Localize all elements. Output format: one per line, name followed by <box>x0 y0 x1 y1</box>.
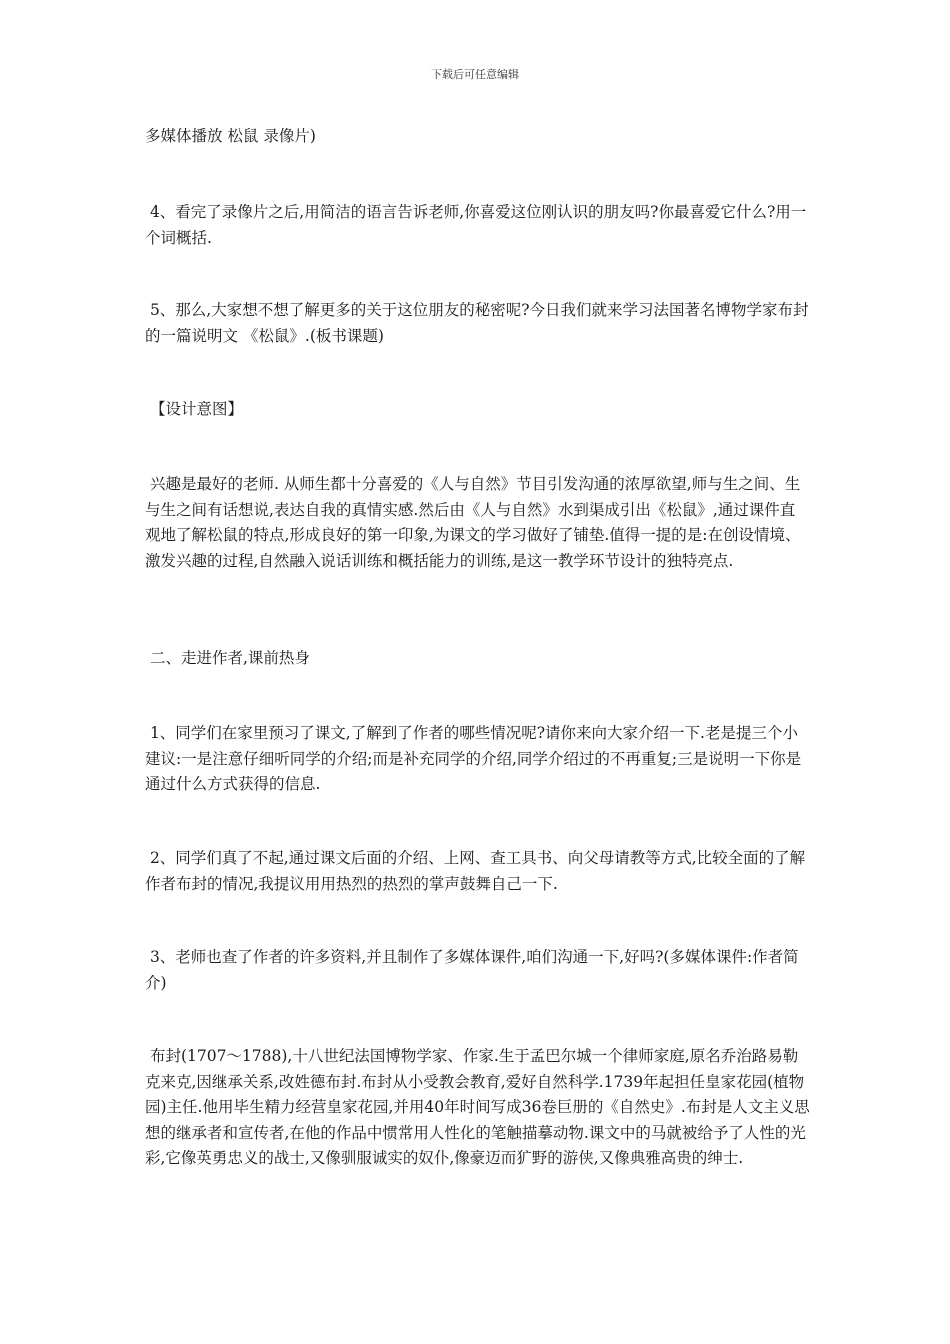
paragraph-step-4: 4、看完了录像片之后,用简洁的语言告诉老师,你喜爱这位刚认识的朋友吗?你最喜爱它什么?用一个词概括. <box>145 203 807 247</box>
page-header-note: 下载后可任意编辑 <box>431 68 519 81</box>
paragraph-step-5: 5、那么,大家想不想了解更多的关于这位朋友的秘密呢?今日我们就来学习法国著名博物学家布封的一篇说明文 《松鼠》.(板书课题) <box>145 301 809 345</box>
paragraph-author-step-3: 3、老师也查了作者的许多资料,并且制作了多媒体课件,咱们沟通一下,好吗?(多媒体课件:作者简介) <box>145 948 799 992</box>
paragraph-multimedia: 多媒体播放 松鼠 录像片) <box>145 127 316 145</box>
section-heading-author: 二、走进作者,课前热身 <box>145 649 310 667</box>
paragraph-author-step-1: 1、同学们在家里预习了课文,了解到了作者的哪些情况呢?请你来向大家介绍一下.老是提三个小建议:一是注意仔细听同学的介绍;而是补充同学的介绍,同学介绍过的不再重复;三是说明一下你是通过什么方式获得的信息. <box>145 724 802 793</box>
paragraph-author-step-2: 2、同学们真了不起,通过课文后面的介绍、上网、查工具书、向父母请教等方式,比较全面的了解作者布封的情况,我提议用用热烈的热烈的掌声鼓舞自己一下. <box>145 849 806 893</box>
paragraph-design-intent: 兴趣是最好的老师. 从师生都十分喜爱的《人与自然》节目引发沟通的浓厚欲望,师与生之间、生与生之间有话想说,表达自我的真情实感.然后由《人与自然》水到渠成引出《松鼠》,通过课件直观地了解松鼠的特点,形成良好的第一印象,为课文的学习做好了铺垫.值得一提的是:在创设情境、激发兴趣的过程,自然融入说话训练和概括能力的训练,是这一教学环节设计的独特亮点. <box>145 475 801 570</box>
paragraph-author-bio: 布封(1707～1788),十八世纪法国博物学家、作家.生于孟巴尔城一个律师家庭,原名乔治路易勒克来克,因继承关系,改姓德布封.布封从小受教会教育,爱好自然科学.1739年起担任皇家花园(植物园)主任.他用毕生精力经营皇家花园,并用40年时间写成36卷巨册的《自然史》.布封是人文主义思想的继承者和宣传者,在他的作品中惯常用人性化的笔触描摹动物.课文中的马就被给予了人性的光彩,它像英勇忠义的战士,又像驯服诚实的奴仆,像豪迈而犷野的游侠,又像典雅高贵的绅士. <box>145 1047 810 1167</box>
section-label-design-intent: 【设计意图】 <box>145 400 243 418</box>
